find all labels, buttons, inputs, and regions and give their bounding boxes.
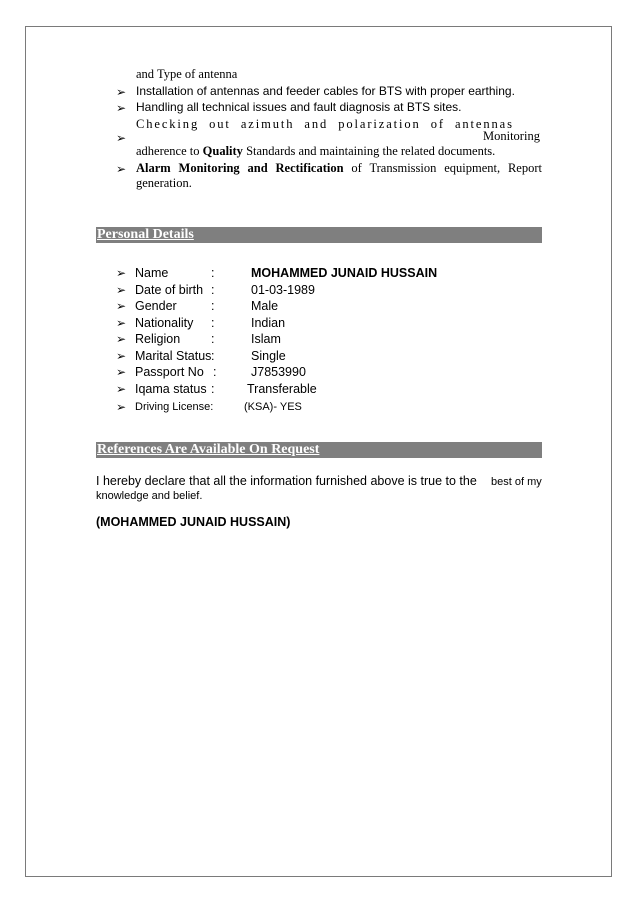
- pd-value: Single: [251, 349, 286, 363]
- pd-colon: :: [211, 316, 215, 330]
- pd-row-religion: [0, 331, 638, 347]
- pd-row-passport: [0, 364, 638, 380]
- duty-handling: Handling all technical issues and fault diagnosis at BTS sites.: [136, 100, 462, 114]
- duty-continuation: and Type of antenna: [136, 67, 238, 81]
- pd-row-marital-status: [0, 348, 638, 364]
- arrow-bullet-icon: ➢: [116, 332, 127, 346]
- duty-installation: Installation of antennas and feeder cables for BTS with proper earthing.: [136, 84, 515, 98]
- pd-colon: :: [211, 332, 215, 346]
- arrow-bullet-icon: ➢: [116, 101, 127, 115]
- arrow-bullet-icon: ➢: [116, 382, 127, 396]
- arrow-bullet-icon: ➢: [116, 400, 127, 414]
- pd-value: Male: [251, 299, 279, 313]
- duty-quality-post: Standards and maintaining the related documents.: [242, 144, 496, 158]
- duty-alarm: [136, 161, 542, 176]
- pd-label: Passport No: [135, 365, 204, 379]
- pd-label: Iqama status: [135, 382, 207, 396]
- pd-row-gender: [0, 298, 638, 314]
- references-header: [96, 442, 542, 458]
- pd-value: (KSA)- YES: [244, 401, 302, 413]
- pd-colon: :: [211, 283, 215, 297]
- pd-label: Marital Status: [135, 349, 212, 363]
- pd-value: Indian: [251, 316, 286, 330]
- references-title: References Are Available On Request: [97, 442, 320, 457]
- duty-quality-bold: Quality: [202, 144, 243, 158]
- signature-name: (MOHAMMED JUNAID HUSSAIN): [96, 515, 291, 529]
- pd-row-name: [0, 265, 638, 281]
- arrow-bullet-icon: ➢: [116, 349, 127, 363]
- arrow-bullet-icon: ➢: [116, 316, 127, 330]
- duty-azimuth: Checking out azimuth and polarization of antennas: [136, 117, 514, 131]
- declaration-text-part2: best of my: [491, 476, 542, 488]
- declaration-text-part1: I hereby declare that all the information furnished above is true to the: [96, 474, 477, 488]
- arrow-bullet-icon: ➢: [116, 85, 127, 99]
- pd-colon: :: [211, 382, 215, 396]
- pd-colon: :: [211, 299, 215, 313]
- pd-label: Date of birth: [135, 283, 204, 297]
- pd-row-dob: [0, 282, 638, 298]
- pd-value: J7853990: [251, 365, 306, 379]
- arrow-bullet-icon: ➢: [116, 283, 127, 297]
- pd-colon: :: [213, 365, 217, 379]
- duty-quality: [136, 144, 495, 159]
- duty-quality-pre: adherence to: [136, 144, 203, 158]
- pd-colon: :: [211, 349, 215, 363]
- duty-monitoring-word: Monitoring: [483, 129, 540, 143]
- pd-value: MOHAMMED JUNAID HUSSAIN: [251, 266, 438, 280]
- personal-details-title: Personal Details: [97, 227, 194, 242]
- arrow-bullet-icon: ➢: [116, 266, 127, 280]
- pd-value: Islam: [251, 332, 281, 346]
- arrow-bullet-icon: ➢: [116, 299, 127, 313]
- arrow-bullet-icon: ➢: [116, 131, 127, 145]
- pd-row-driving-license: [0, 399, 638, 415]
- arrow-bullet-icon: ➢: [116, 365, 127, 379]
- duty-alarm-bold: Alarm Monitoring and Rectification: [136, 161, 344, 175]
- arrow-bullet-icon: ➢: [116, 162, 127, 176]
- pd-label: Nationality: [135, 316, 194, 330]
- pd-value: 01-03-1989: [251, 283, 315, 297]
- pd-label: Driving License:: [135, 401, 214, 413]
- duty-alarm-post: of Transmission equipment, Report: [343, 161, 542, 175]
- declaration-text-line2: knowledge and belief.: [96, 490, 203, 502]
- pd-label: Religion: [135, 332, 181, 346]
- pd-row-iqama: [0, 381, 638, 397]
- pd-colon: :: [211, 266, 215, 280]
- pd-label: Name: [135, 266, 169, 280]
- duty-alarm-line2: generation.: [136, 176, 192, 190]
- personal-details-header: [96, 227, 542, 243]
- pd-row-nationality: [0, 315, 638, 331]
- pd-label: Gender: [135, 299, 177, 313]
- pd-value: Transferable: [247, 382, 317, 396]
